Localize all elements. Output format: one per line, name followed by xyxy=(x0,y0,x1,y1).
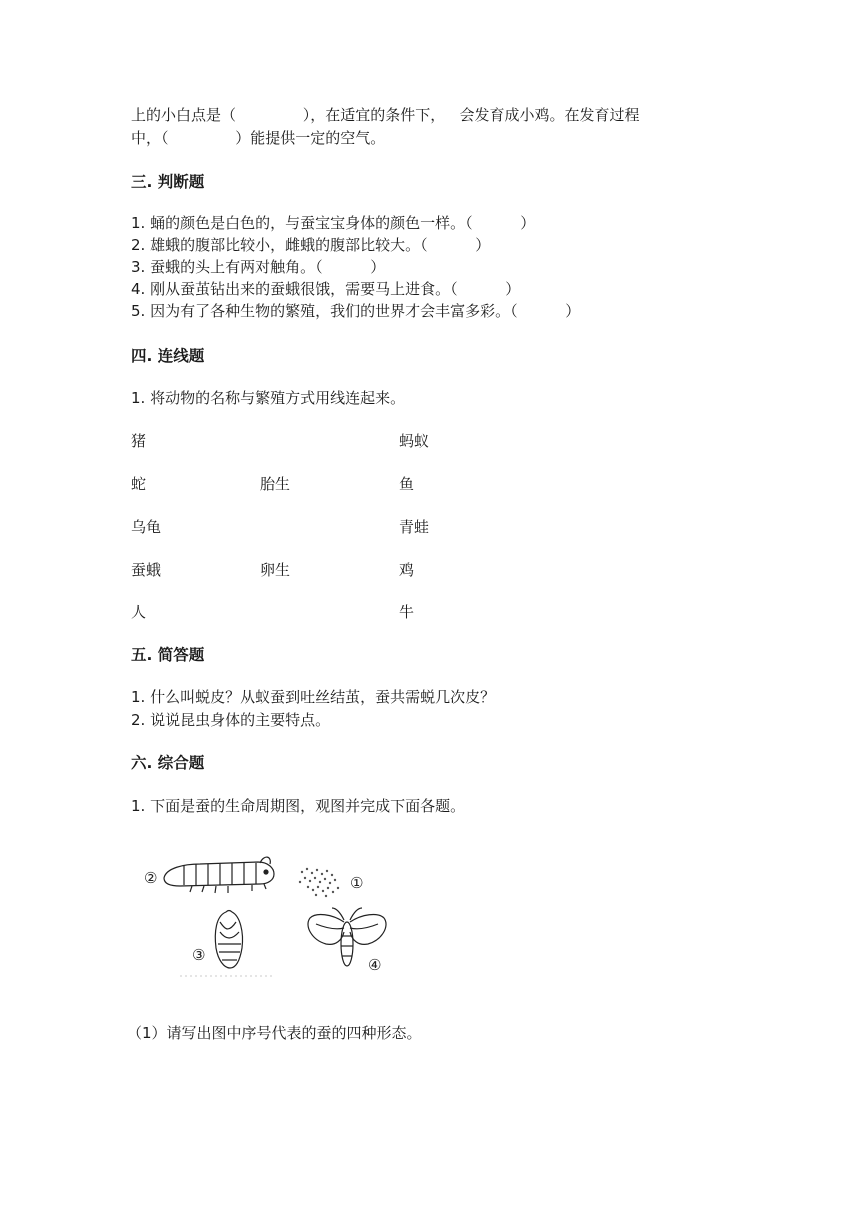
judge-item-5: 5. 因为有了各种生物的繁殖，我们的世界才会丰富多彩。（ ） xyxy=(131,302,581,320)
matching-right-1: 蚂蚁 xyxy=(399,432,430,450)
matching-right-5: 牛 xyxy=(399,603,415,621)
section-3-title: 三. 判断题 xyxy=(131,173,205,191)
matching-left-5: 人 xyxy=(131,603,147,621)
short-answer-1: 1. 什么叫蜕皮？从蚁蚕到吐丝结茧，蚕共需蜕几次皮？ xyxy=(131,688,496,706)
larva-icon xyxy=(164,857,274,893)
fill-in-line-1: 上的小白点是（ ），在适宜的条件下， 会发育成小鸡。在发育过程 xyxy=(131,106,640,124)
matching-left-3: 乌龟 xyxy=(131,518,162,536)
figure-label-4: ④ xyxy=(368,956,382,974)
matching-right-4: 鸡 xyxy=(399,561,415,579)
short-answer-2: 2. 说说昆虫身体的主要特点。 xyxy=(131,711,331,729)
fill-in-line-2: 中，（ ）能提供一定的空气。 xyxy=(131,129,386,147)
matching-left-2: 蛇 xyxy=(131,475,147,493)
judge-item-3: 3. 蚕蛾的头上有两对触角。（ ） xyxy=(131,258,386,276)
section-6-title: 六. 综合题 xyxy=(131,754,205,772)
judge-item-2: 2. 雄蛾的腹部比较小，雌蛾的腹部比较大。（ ） xyxy=(131,236,491,254)
silkworm-life-cycle-figure xyxy=(140,848,390,980)
sub-question-1: （1）请写出图中序号代表的蚕的四种形态。 xyxy=(127,1024,422,1042)
figure-label-3: ③ xyxy=(192,946,206,964)
pupa-icon xyxy=(215,911,242,969)
judge-item-1: 1. 蛹的颜色是白色的，与蚕宝宝身体的颜色一样。（ ） xyxy=(131,214,536,232)
matching-left-4: 蚕蛾 xyxy=(131,561,162,579)
section-4-title: 四. 连线题 xyxy=(131,347,205,365)
matching-left-1: 猪 xyxy=(131,432,147,450)
figure-label-1: ① xyxy=(350,874,364,892)
comprehensive-question: 1. 下面是蚕的生命周期图，观图并完成下面各题。 xyxy=(131,797,466,815)
figure-label-2: ② xyxy=(144,869,158,887)
eggs-icon xyxy=(299,868,339,897)
matching-right-3: 青蛙 xyxy=(399,518,430,536)
judge-item-4: 4. 刚从蚕茧钻出来的蚕蛾很饿，需要马上进食。（ ） xyxy=(131,280,521,298)
matching-middle-1: 胎生 xyxy=(260,475,291,493)
matching-middle-2: 卵生 xyxy=(260,561,291,579)
matching-right-2: 鱼 xyxy=(399,475,415,493)
section-5-title: 五. 简答题 xyxy=(131,646,205,664)
matching-question: 1. 将动物的名称与繁殖方式用线连起来。 xyxy=(131,389,406,407)
